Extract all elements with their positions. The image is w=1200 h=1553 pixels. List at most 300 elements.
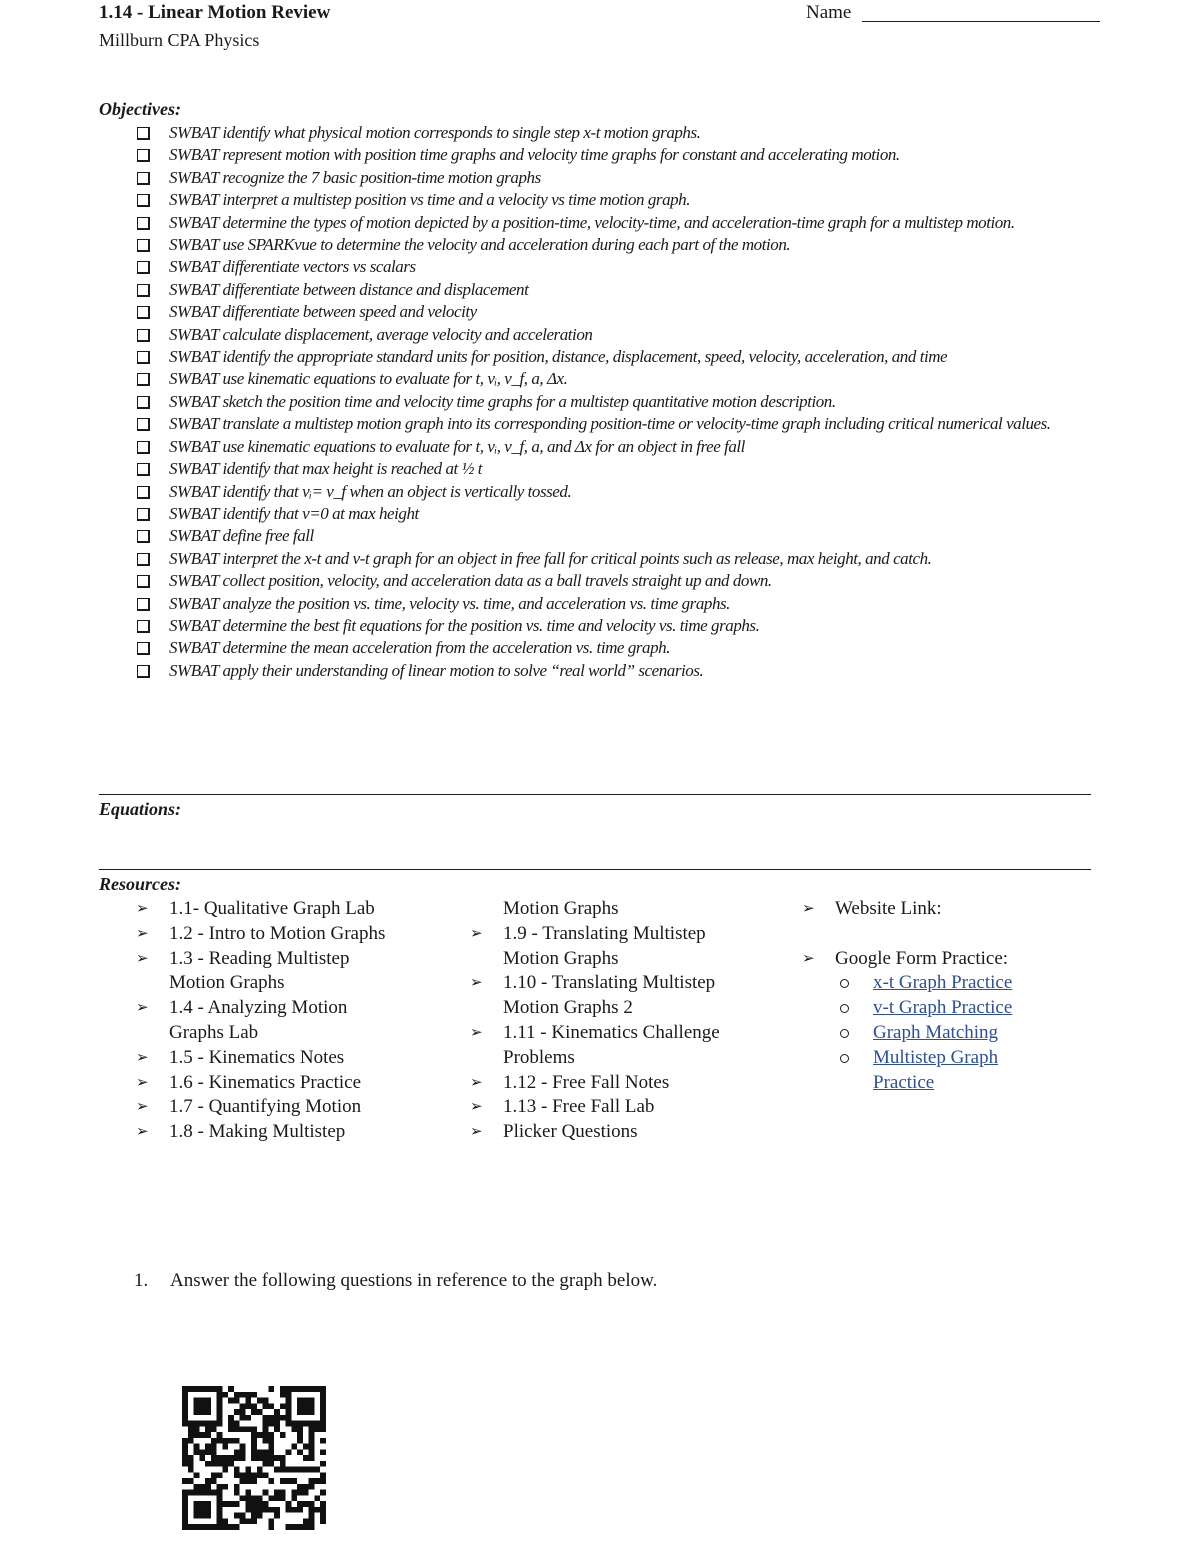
qr-module: [297, 1484, 303, 1490]
resource-item: [470, 1021, 770, 1046]
objective-text: SWBAT determine the best fit equations for the position vs. time and velocity vs. time graphs.: [169, 615, 760, 635]
objective-text: SWBAT use kinematic equations to evaluate for t, vᵢ, v_f, a, and Δx for an object in free fall: [169, 436, 745, 456]
resource-item: [470, 1120, 770, 1145]
qr-module: [228, 1386, 234, 1392]
qr-module: [199, 1507, 205, 1513]
qr-module: [245, 1467, 251, 1473]
qr-module: [274, 1507, 280, 1513]
qr-module: [205, 1432, 211, 1438]
multistep-graph-practice-link[interactable]: Multistep Graph: [873, 1046, 999, 1068]
qr-module: [222, 1455, 228, 1461]
qr-module: [280, 1467, 286, 1473]
qr-module: [240, 1478, 246, 1484]
resource-label: 1.1- Qualitative Graph Lab: [169, 898, 375, 919]
checkbox-icon[interactable]: [137, 642, 150, 655]
arrow-bullet-icon: ➢: [470, 1099, 483, 1116]
qr-module: [228, 1438, 234, 1444]
qr-module: [194, 1421, 200, 1427]
qr-module: [291, 1444, 297, 1450]
qr-module: [263, 1455, 269, 1461]
resource-item: [136, 1046, 436, 1071]
qr-module: [268, 1495, 274, 1501]
qr-module: [234, 1484, 240, 1490]
qr-module: [303, 1524, 309, 1530]
qr-module: [303, 1398, 309, 1404]
resources-column-3: [802, 897, 1102, 1095]
circle-bullet-icon: [840, 1054, 849, 1063]
qr-module: [240, 1444, 246, 1450]
qr-module: [205, 1386, 211, 1392]
resources-column-2: [470, 897, 770, 1145]
qr-module: [194, 1386, 200, 1392]
checkbox-icon[interactable]: [137, 172, 150, 185]
checkbox-icon[interactable]: [137, 598, 150, 611]
qr-module: [286, 1467, 292, 1473]
resource-label: 1.12 - Free Fall Notes: [503, 1071, 670, 1093]
objective-text: SWBAT apply their understanding of linear motion to solve “real world” scenarios.: [169, 660, 704, 680]
qr-module: [320, 1490, 326, 1496]
qr-module: [234, 1449, 240, 1455]
resource-label: 1.3 - Reading Multistep: [169, 947, 350, 969]
qr-module: [309, 1524, 315, 1530]
qr-module: [217, 1421, 223, 1427]
qr-module: [217, 1438, 223, 1444]
objective-text: SWBAT use kinematic equations to evaluate for t, vᵢ, v_f, a, Δx.: [169, 369, 568, 389]
qr-module: [182, 1409, 188, 1415]
qr-module: [240, 1392, 246, 1398]
checkbox-icon[interactable]: [137, 261, 150, 274]
graph-matching-link[interactable]: Graph Matching: [873, 1021, 999, 1043]
qr-module: [320, 1426, 326, 1432]
qr-code-icon[interactable]: [182, 1386, 326, 1530]
qr-module: [303, 1467, 309, 1473]
qr-module: [217, 1490, 223, 1496]
qr-module: [182, 1513, 188, 1519]
qr-module: [211, 1478, 217, 1484]
qr-module: [217, 1403, 223, 1409]
qr-module: [309, 1444, 315, 1450]
checkbox-icon[interactable]: [137, 306, 150, 319]
resource-label: 1.4 - Analyzing Motion: [169, 997, 348, 1019]
qr-module: [263, 1472, 269, 1478]
qr-module: [217, 1484, 223, 1490]
resource-item-continuation: [470, 897, 770, 922]
objective-item: [136, 570, 1106, 592]
qr-module: [245, 1392, 251, 1398]
checkbox-icon[interactable]: [137, 620, 150, 633]
qr-module: [188, 1438, 194, 1444]
qr-module: [263, 1398, 269, 1404]
qr-module: [211, 1472, 217, 1478]
qr-module: [303, 1501, 309, 1507]
arrow-bullet-icon: ➢: [136, 1099, 149, 1116]
qr-module: [274, 1490, 280, 1496]
qr-module: [234, 1501, 240, 1507]
qr-module: [188, 1467, 194, 1473]
question-1: [134, 1270, 657, 1292]
qr-module: [234, 1455, 240, 1461]
qr-module: [188, 1455, 194, 1461]
google-form-label: Google Form Practice:: [835, 947, 1009, 969]
qr-module: [205, 1490, 211, 1496]
objective-text: SWBAT differentiate between speed and velocity: [169, 302, 477, 322]
checkbox-icon[interactable]: [137, 575, 150, 588]
qr-module: [257, 1455, 263, 1461]
qr-module: [303, 1403, 309, 1409]
qr-module: [263, 1426, 269, 1432]
qr-module: [320, 1472, 326, 1478]
checkbox-icon[interactable]: [137, 418, 150, 431]
objective-text: SWBAT recognize the 7 basic position-time motion graphs: [169, 167, 541, 187]
qr-module: [245, 1507, 251, 1513]
qr-module: [280, 1490, 286, 1496]
blank-line: [802, 922, 1102, 947]
qr-module: [245, 1518, 251, 1524]
checkbox-icon[interactable]: [137, 329, 150, 342]
resource-label: 1.5 - Kinematics Notes: [169, 1046, 345, 1068]
qr-module: [188, 1421, 194, 1427]
google-form-item: [802, 947, 1102, 1096]
qr-module: [240, 1409, 246, 1415]
qr-module: [211, 1461, 217, 1467]
arrow-bullet-icon: ➢: [470, 975, 483, 992]
resource-item: [136, 1120, 436, 1145]
objective-item: [136, 391, 1106, 413]
qr-module: [274, 1513, 280, 1519]
qr-module: [188, 1426, 194, 1432]
qr-module: [303, 1484, 309, 1490]
qr-module: [286, 1478, 292, 1484]
resource-label: 1.2 - Intro to Motion Graphs: [169, 922, 386, 944]
arrow-bullet-icon: ➢: [802, 901, 815, 917]
objective-text: SWBAT translate a multistep motion graph into its corresponding position-time or velocity-time graph including critical numerical values.: [169, 414, 1051, 434]
resource-label: Motion Graphs: [503, 898, 619, 919]
qr-module: [205, 1444, 211, 1450]
qr-module: [234, 1513, 240, 1519]
qr-module: [268, 1438, 274, 1444]
resource-label: 1.7 - Quantifying Motion: [169, 1096, 362, 1118]
resource-label: 1.9 - Translating Multistep: [503, 922, 706, 944]
qr-module: [240, 1426, 246, 1432]
checkbox-icon[interactable]: [137, 508, 150, 521]
qr-module: [286, 1386, 292, 1392]
qr-module: [309, 1409, 315, 1415]
objective-item: [136, 324, 1106, 346]
checkbox-icon[interactable]: [137, 665, 150, 678]
checkbox-icon[interactable]: [137, 553, 150, 566]
qr-module: [199, 1524, 205, 1530]
qr-module: [297, 1398, 303, 1404]
qr-module: [234, 1392, 240, 1398]
qr-module: [268, 1449, 274, 1455]
checkbox-icon[interactable]: [137, 284, 150, 297]
qr-module: [228, 1398, 234, 1404]
qr-module: [274, 1467, 280, 1473]
qr-module: [217, 1472, 223, 1478]
qr-module: [320, 1403, 326, 1409]
qr-module: [257, 1501, 263, 1507]
qr-module: [263, 1415, 269, 1421]
qr-module: [222, 1392, 228, 1398]
checkbox-icon[interactable]: [137, 373, 150, 386]
qr-module: [303, 1455, 309, 1461]
qr-module: [303, 1518, 309, 1524]
qr-module: [245, 1426, 251, 1432]
qr-module: [234, 1421, 240, 1427]
qr-module: [280, 1386, 286, 1392]
qr-module: [309, 1449, 315, 1455]
qr-module: [303, 1409, 309, 1415]
qr-module: [309, 1478, 315, 1484]
qr-module: [257, 1449, 263, 1455]
qr-module: [217, 1501, 223, 1507]
qr-module: [303, 1421, 309, 1427]
qr-module: [205, 1398, 211, 1404]
qr-module: [251, 1449, 257, 1455]
objective-item: [136, 234, 1106, 256]
qr-module: [251, 1507, 257, 1513]
qr-module: [217, 1392, 223, 1398]
qr-module: [240, 1449, 246, 1455]
objective-item: [136, 615, 1106, 637]
checkbox-icon[interactable]: [137, 530, 150, 543]
qr-module: [194, 1501, 200, 1507]
qr-module: [291, 1426, 297, 1432]
qr-module: [194, 1444, 200, 1450]
objectives-list: [136, 122, 1106, 682]
objective-text: SWBAT identify that v=0 at max height: [169, 503, 419, 523]
qr-module: [320, 1421, 326, 1427]
qr-module: [217, 1398, 223, 1404]
objective-item: [136, 256, 1106, 278]
qr-module: [286, 1409, 292, 1415]
circle-bullet-icon: [840, 979, 849, 988]
qr-module: [182, 1518, 188, 1524]
name-label: Name: [806, 2, 852, 23]
resources-heading: Resources:: [99, 874, 181, 894]
qr-module: [314, 1507, 320, 1513]
checkbox-icon[interactable]: [137, 149, 150, 162]
qr-module: [268, 1415, 274, 1421]
qr-module: [303, 1386, 309, 1392]
checkbox-icon[interactable]: [137, 217, 150, 230]
objective-text: SWBAT identify the appropriate standard units for position, distance, displacement, speed, velocity, acceleration, and time: [169, 347, 948, 367]
qr-module: [297, 1501, 303, 1507]
qr-module: [194, 1432, 200, 1438]
qr-module: [314, 1421, 320, 1427]
qr-module: [251, 1472, 257, 1478]
qr-module: [280, 1495, 286, 1501]
objective-item: [136, 144, 1106, 166]
qr-module: [286, 1449, 292, 1455]
qr-module: [188, 1524, 194, 1530]
qr-module: [211, 1449, 217, 1455]
qr-module: [297, 1467, 303, 1473]
qr-module: [211, 1455, 217, 1461]
qr-module: [268, 1421, 274, 1427]
qr-module: [309, 1432, 315, 1438]
qr-module: [245, 1490, 251, 1496]
objective-item: [136, 593, 1106, 615]
qr-module: [228, 1501, 234, 1507]
resource-label: 1.10 - Translating Multistep: [503, 972, 716, 994]
checkbox-icon[interactable]: [137, 239, 150, 252]
checkbox-icon[interactable]: [137, 351, 150, 364]
qr-module: [199, 1403, 205, 1409]
practice-link-item: [802, 1046, 1102, 1096]
qr-module: [309, 1398, 315, 1404]
qr-module: [297, 1507, 303, 1513]
qr-module: [228, 1426, 234, 1432]
qr-module: [228, 1421, 234, 1427]
qr-module: [222, 1518, 228, 1524]
arrow-bullet-icon: ➢: [470, 1124, 483, 1141]
qr-module: [297, 1421, 303, 1427]
qr-module: [309, 1507, 315, 1513]
qr-module: [217, 1461, 223, 1467]
qr-module: [286, 1398, 292, 1404]
qr-module: [291, 1421, 297, 1427]
qr-module: [309, 1421, 315, 1427]
qr-module: [320, 1415, 326, 1421]
qr-module: [286, 1415, 292, 1421]
qr-module: [217, 1432, 223, 1438]
qr-module: [199, 1455, 205, 1461]
qr-module: [188, 1386, 194, 1392]
qr-module: [274, 1409, 280, 1415]
qr-module: [222, 1484, 228, 1490]
section-divider: [99, 794, 1091, 795]
qr-module: [251, 1426, 257, 1432]
vt-graph-practice-link[interactable]: v-t Graph Practice: [873, 997, 1013, 1019]
resource-item-continuation: [136, 1021, 436, 1046]
qr-module: [205, 1507, 211, 1513]
checkbox-icon[interactable]: [137, 441, 150, 454]
resource-label: 1.6 - Kinematics Practice: [169, 1071, 362, 1093]
objective-item: [136, 436, 1106, 458]
qr-module: [280, 1478, 286, 1484]
qr-module: [182, 1461, 188, 1467]
website-link-item: [802, 897, 1102, 922]
qr-module: [320, 1461, 326, 1467]
checkbox-icon[interactable]: [137, 127, 150, 140]
qr-module: [309, 1386, 315, 1392]
qr-module: [286, 1392, 292, 1398]
objective-item: [136, 637, 1106, 659]
equations-heading: Equations:: [99, 799, 182, 819]
resource-label: Plicker Questions: [503, 1121, 638, 1143]
qr-module: [291, 1524, 297, 1530]
checkbox-icon[interactable]: [137, 194, 150, 207]
resource-label: Motion Graphs: [503, 947, 619, 969]
qr-module: [309, 1513, 315, 1519]
qr-module: [182, 1421, 188, 1427]
qr-module: [268, 1524, 274, 1530]
objective-item: [136, 525, 1106, 547]
qr-module: [309, 1455, 315, 1461]
xt-graph-practice-link[interactable]: x-t Graph Practice: [873, 972, 1013, 994]
qr-module: [291, 1507, 297, 1513]
qr-module: [268, 1455, 274, 1461]
qr-module: [182, 1507, 188, 1513]
qr-module: [251, 1495, 257, 1501]
qr-module: [182, 1438, 188, 1444]
objective-text: SWBAT determine the types of motion depicted by a position-time, velocity-time, and acceleration-time graph for a multistep motion.: [169, 212, 1015, 232]
name-field-line[interactable]: [862, 21, 1100, 22]
resource-item: [470, 1095, 770, 1120]
qr-module: [291, 1467, 297, 1473]
qr-module: [297, 1386, 303, 1392]
qr-module: [309, 1467, 315, 1473]
qr-module: [211, 1421, 217, 1427]
qr-module: [240, 1472, 246, 1478]
qr-module: [182, 1415, 188, 1421]
qr-module: [280, 1461, 286, 1467]
circle-bullet-icon: [840, 1029, 849, 1038]
arrow-bullet-icon: ➢: [470, 925, 483, 942]
objective-item: [136, 212, 1106, 234]
qr-module: [251, 1392, 257, 1398]
objective-item: [136, 122, 1106, 144]
qr-module: [320, 1478, 326, 1484]
checkbox-icon[interactable]: [137, 396, 150, 409]
objective-item: [136, 189, 1106, 211]
multistep-graph-practice-link-cont[interactable]: Practice: [873, 1071, 935, 1093]
qr-module: [251, 1438, 257, 1444]
qr-module: [263, 1461, 269, 1467]
qr-module: [251, 1513, 257, 1519]
qr-module: [274, 1415, 280, 1421]
qr-module: [234, 1426, 240, 1432]
objective-text: SWBAT define free fall: [169, 526, 314, 546]
checkbox-icon[interactable]: [137, 486, 150, 499]
arrow-bullet-icon: ➢: [136, 1049, 149, 1066]
arrow-bullet-icon: ➢: [470, 1074, 483, 1091]
qr-module: [286, 1524, 292, 1530]
qr-module: [245, 1472, 251, 1478]
qr-module: [291, 1386, 297, 1392]
objective-item: [136, 301, 1106, 323]
qr-module: [251, 1409, 257, 1415]
qr-module: [199, 1449, 205, 1455]
qr-module: [188, 1478, 194, 1484]
qr-module: [222, 1438, 228, 1444]
resource-item: [470, 1071, 770, 1096]
qr-module: [199, 1421, 205, 1427]
checkbox-icon[interactable]: [137, 463, 150, 476]
qr-module: [205, 1524, 211, 1530]
qr-module: [234, 1524, 240, 1530]
qr-module: [240, 1403, 246, 1409]
qr-module: [182, 1478, 188, 1484]
qr-module: [297, 1524, 303, 1530]
qr-module: [251, 1444, 257, 1450]
resource-label: Graphs Lab: [169, 1021, 259, 1043]
qr-module: [182, 1392, 188, 1398]
qr-module: [211, 1386, 217, 1392]
qr-module: [234, 1467, 240, 1473]
qr-module: [182, 1524, 188, 1530]
practice-link-item: [802, 996, 1102, 1021]
qr-module: [182, 1501, 188, 1507]
qr-module: [320, 1501, 326, 1507]
qr-module: [280, 1403, 286, 1409]
resource-item-continuation: [470, 1046, 770, 1071]
arrow-bullet-icon: ➢: [802, 950, 815, 967]
question-number: 1.: [134, 1270, 149, 1291]
qr-module: [263, 1403, 269, 1409]
arrow-bullet-icon: ➢: [136, 1000, 149, 1017]
